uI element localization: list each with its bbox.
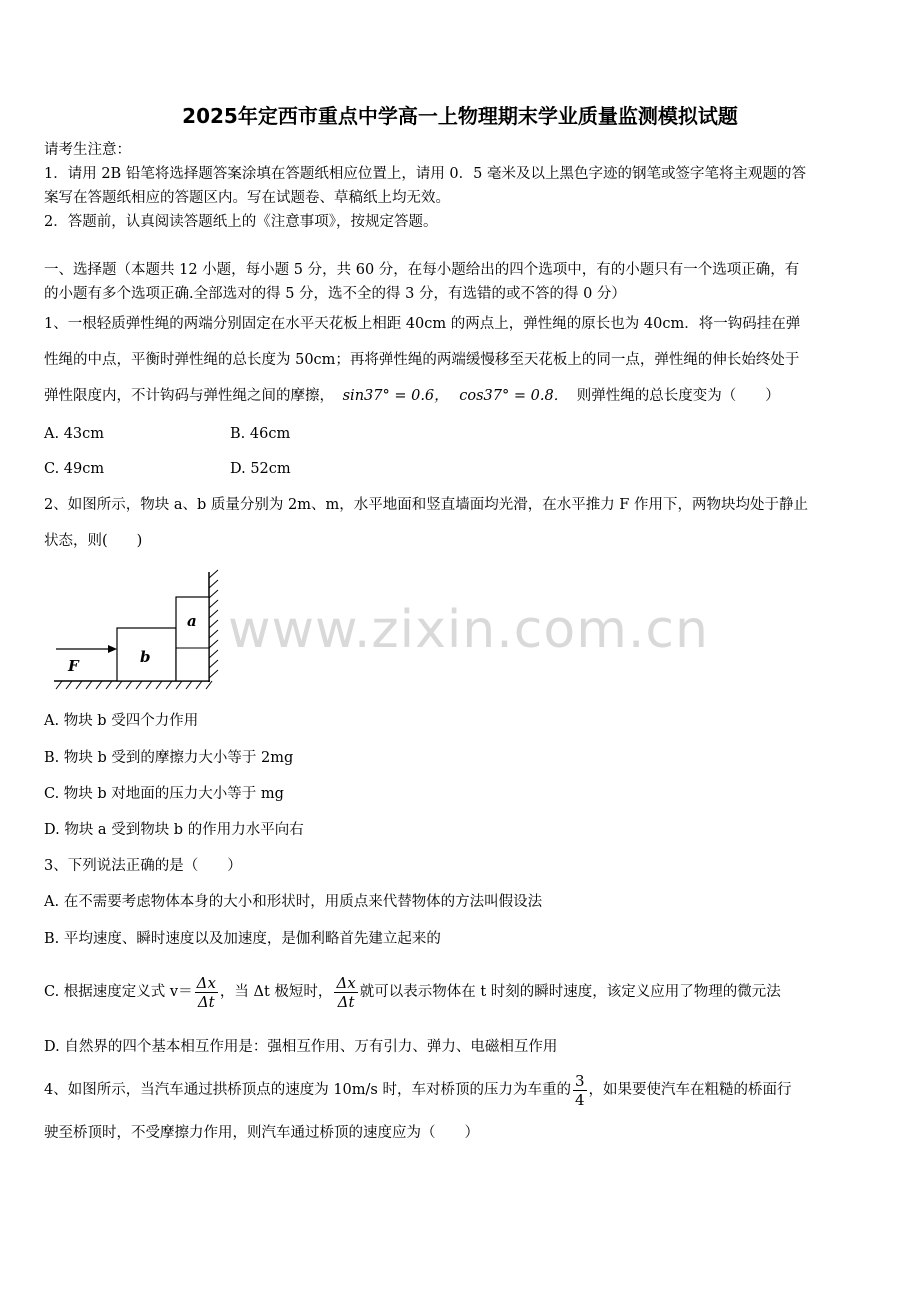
ratio-denominator: 4 (574, 1090, 585, 1109)
q3-option-c-pre: C. 根据速度定义式 v＝ (44, 984, 193, 1000)
velocity-fraction (195, 974, 218, 1011)
block-a (176, 597, 209, 681)
q4-line1-post: ，如果要使汽车在粗糙的桥面行 (588, 1082, 792, 1098)
q1-line3-end: 则弹性绳的总长度变为（ ） (576, 388, 780, 404)
q1-line2: 性绳的中点，平衡时弹性绳的总长度为 50cm；再将弹性绳的两端缓慢移至天花板上的同一点，弹性绳的伸长始终处于 (44, 352, 800, 368)
q1-line3 (44, 386, 880, 406)
ratio-fraction (573, 1072, 587, 1109)
q1-option-a: A. 43cm (44, 426, 105, 442)
q1-line1: 1、一根轻质弹性绳的两端分别固定在水平天花板上相距 40cm 的两点上，弹性绳的原长也为 40cm．将一钩码挂在弹 (44, 316, 801, 332)
q4-line1-pre: 4、如图所示，当汽车通过拱桥顶点的速度为 10m/s 时，车对桥顶的压力为车重的 (44, 1082, 571, 1098)
q1-option-d: D. 52cm (230, 461, 291, 477)
ground-hatching (56, 681, 212, 689)
notice-item1-line2: 案写在答题纸相应的答题区内。写在试题卷、草稿纸上均无效。 (44, 190, 450, 206)
q3-option-d: D. 自然界的四个基本相互作用是：强相互作用、万有引力、弹力、电磁相互作用 (44, 1039, 558, 1055)
block-b-label: b (140, 648, 151, 666)
q1-line3-text: 弹性限度内，不计钩码与弹性绳之间的摩擦， (44, 388, 334, 404)
q1-option-c: C. 49cm (44, 461, 105, 477)
notice-item1-line1: 1．请用 2B 铅笔将选择题答案涂填在答题纸相应位置上，请用 0．5 毫米及以上黑色字迹的钢笔或签字笔将主观题的答 (44, 166, 806, 182)
ratio-numerator: 3 (574, 1071, 585, 1090)
q4-line1 (44, 1066, 880, 1114)
q2-option-b: B. 物块 b 受到的摩擦力大小等于 2mg (44, 750, 294, 766)
wall-hatching (209, 570, 218, 678)
force-arrow-head (108, 645, 117, 653)
q1-sin-formula: sin37° = 0.6， (342, 388, 449, 404)
fraction-denominator-2: Δt (337, 992, 355, 1011)
page-title: 2025年定西市重点中学高一上物理期末学业质量监测模拟试题 (182, 104, 738, 128)
fraction-numerator-2: Δx (336, 973, 356, 992)
section-heading-line1: 一、选择题（本题共 12 小题，每小题 5 分，共 60 分，在每小题给出的四个选项中，有的小题只有一个选项正确，有 (44, 262, 800, 278)
q4-line2: 驶至桥顶时，不受摩擦力作用，则汽车通过桥顶的速度应为（ ） (44, 1125, 479, 1141)
q2-option-d: D. 物块 a 受到物块 b 的作用力水平向右 (44, 822, 304, 838)
watermark: www.zixin.com.cn (228, 600, 709, 660)
q2-option-a: A. 物块 b 受四个力作用 (44, 713, 199, 729)
velocity-fraction-2 (334, 974, 357, 1011)
notice-heading: 请考生注意： (44, 142, 131, 158)
q1-cos-formula: cos37° = 0.8． (459, 388, 569, 404)
fraction-numerator: Δx (196, 973, 216, 992)
q3-option-c (44, 968, 880, 1016)
fraction-denominator: Δt (197, 992, 215, 1011)
q2-line2: 状态，则( ) (44, 533, 143, 549)
block-a-label: a (187, 612, 197, 630)
q1-option-b: B. 46cm (230, 426, 291, 442)
q3-option-a: A. 在不需要考虑物体本身的大小和形状时，用质点来代替物体的方法叫假设法 (44, 894, 543, 910)
q2-line1: 2、如图所示，物块 a、b 质量分别为 2m、m，水平地面和竖直墙面均光滑，在水平推力 F 作用下，两物块均处于静止 (44, 497, 808, 513)
section-heading-line2: 的小题有多个选项正确.全部选对的得 5 分，选不全的得 3 分，有选错的或不答的得 0 分） (44, 286, 626, 302)
q3-option-c-mid: ，当 Δt 极短时， (219, 984, 333, 1000)
notice-item2: 2．答题前，认真阅读答题纸上的《注意事项》，按规定答题。 (44, 214, 438, 230)
blocks-diagram (50, 566, 230, 692)
force-label: F (68, 657, 79, 675)
q3-option-c-post: 就可以表示物体在 t 时刻的瞬时速度，该定义应用了物理的微元法 (359, 984, 781, 1000)
q3-option-b: B. 平均速度、瞬时速度以及加速度，是伽利略首先建立起来的 (44, 931, 441, 947)
q3-stem: 3、下列说法正确的是（ ） (44, 858, 242, 874)
q2-option-c: C. 物块 b 对地面的压力大小等于 mg (44, 786, 284, 802)
